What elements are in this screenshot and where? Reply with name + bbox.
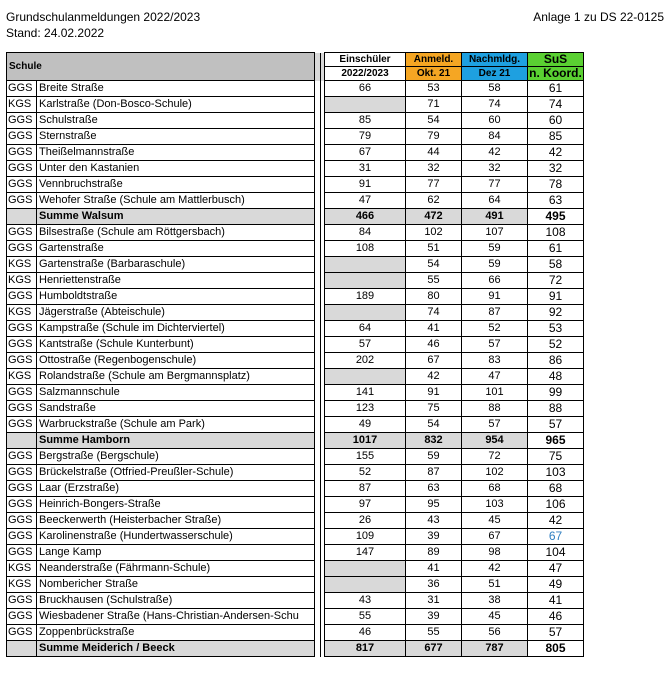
school-name-cell: Henriettenstraße (37, 273, 315, 289)
table-row (7, 321, 584, 337)
table-row (7, 609, 584, 625)
school-name-cell: Sandstraße (37, 401, 315, 417)
sus-cell: 92 (528, 305, 584, 321)
einschueler-cell: 31 (325, 161, 406, 177)
nachmeld-cell: 51 (462, 577, 528, 593)
sus-cell: 52 (528, 337, 584, 353)
nachmeld-cell: 58 (462, 81, 528, 97)
table-row (7, 193, 584, 209)
anmeld-cell: 53 (406, 81, 462, 97)
anmeld-cell: 87 (406, 465, 462, 481)
school-name-cell: Ottostraße (Regenbogenschule) (37, 353, 315, 369)
anmeld-cell: 54 (406, 113, 462, 129)
table-row (7, 625, 584, 641)
school-name-cell: Schulstraße (37, 113, 315, 129)
nachmeld-cell: 74 (462, 97, 528, 113)
table-row (7, 305, 584, 321)
einschueler-cell: 66 (325, 81, 406, 97)
nachmeld-cell: 87 (462, 305, 528, 321)
einschueler-cell: 108 (325, 241, 406, 257)
table-row (7, 385, 584, 401)
school-type-cell: GGS (7, 401, 37, 417)
sus-cell: 99 (528, 385, 584, 401)
nachmeld-cell: 98 (462, 545, 528, 561)
table-row (7, 401, 584, 417)
sus-cell: 61 (528, 241, 584, 257)
school-type-cell: GGS (7, 337, 37, 353)
einschueler-cell: 202 (325, 353, 406, 369)
anmeld-cell: 67 (406, 353, 462, 369)
school-type-cell: GGS (7, 161, 37, 177)
school-name-cell: Sternstraße (37, 129, 315, 145)
nachmeld-cell: 67 (462, 529, 528, 545)
school-name-cell: Theißelmannstraße (37, 145, 315, 161)
sus-cell: 108 (528, 225, 584, 241)
school-type-cell: GGS (7, 225, 37, 241)
school-name-cell: Nombericher Straße (37, 577, 315, 593)
table-row (7, 561, 584, 577)
school-name-cell: Lange Kamp (37, 545, 315, 561)
einschueler-cell: 79 (325, 129, 406, 145)
table-row (7, 177, 584, 193)
nachmeld-cell: 60 (462, 113, 528, 129)
table-row (7, 337, 584, 353)
nachmeld-cell: 56 (462, 625, 528, 641)
school-type-cell: GGS (7, 465, 37, 481)
nachmeld-cell: 52 (462, 321, 528, 337)
einschueler-cell: 466 (325, 209, 406, 225)
school-type-cell: GGS (7, 529, 37, 545)
sus-cell: 53 (528, 321, 584, 337)
sus-cell: 75 (528, 449, 584, 465)
school-type-cell: GGS (7, 513, 37, 529)
header-sus-bottom: n. Koord. (529, 66, 582, 80)
school-type-cell: GGS (7, 385, 37, 401)
nachmeld-cell: 57 (462, 417, 528, 433)
school-name-cell: Karlstraße (Don-Bosco-Schule) (37, 97, 315, 113)
sus-cell: 86 (528, 353, 584, 369)
header-nachmeld-top: Nachmldg. (462, 53, 528, 67)
sus-cell: 42 (528, 145, 584, 161)
school-name-cell: Kampstraße (Schule im Dichterviertel) (37, 321, 315, 337)
anmeld-cell: 832 (406, 433, 462, 449)
header-nachmeld-bottom: Dez 21 (462, 67, 528, 81)
school-name-cell: Beeckerwerth (Heisterbacher Straße) (37, 513, 315, 529)
school-name-cell: Rolandstraße (Schule am Bergmannsplatz) (37, 369, 315, 385)
sum-label-cell: Summe Hamborn (37, 433, 315, 449)
header-einschueler-top: Einschüler (325, 53, 406, 67)
school-type-cell: GGS (7, 417, 37, 433)
anmeld-cell: 79 (406, 129, 462, 145)
nachmeld-cell: 42 (462, 561, 528, 577)
einschueler-cell: 123 (325, 401, 406, 417)
nachmeld-cell: 103 (462, 497, 528, 513)
nachmeld-cell: 42 (462, 145, 528, 161)
anmeld-cell: 677 (406, 641, 462, 657)
nachmeld-cell: 84 (462, 129, 528, 145)
annex-label: Anlage 1 zu DS 22-0125 (533, 10, 664, 24)
sus-cell: 58 (528, 257, 584, 273)
einschueler-cell: 49 (325, 417, 406, 433)
einschueler-cell: 155 (325, 449, 406, 465)
registration-table (6, 52, 584, 657)
nachmeld-cell: 88 (462, 401, 528, 417)
sus-cell: 805 (528, 641, 584, 657)
sus-cell: 965 (528, 433, 584, 449)
einschueler-cell: 84 (325, 225, 406, 241)
einschueler-cell: 109 (325, 529, 406, 545)
anmeld-cell: 41 (406, 321, 462, 337)
einschueler-cell: 64 (325, 321, 406, 337)
anmeld-cell: 42 (406, 369, 462, 385)
school-name-cell: Brückelstraße (Otfried-Preußler-Schule) (37, 465, 315, 481)
einschueler-cell: 43 (325, 593, 406, 609)
einschueler-cell: 67 (325, 145, 406, 161)
sus-cell: 91 (528, 289, 584, 305)
school-name-cell: Salzmannschule (37, 385, 315, 401)
school-type-cell: GGS (7, 145, 37, 161)
table-row (7, 113, 584, 129)
table-row (7, 225, 584, 241)
anmeld-cell: 54 (406, 257, 462, 273)
einschueler-cell: 47 (325, 193, 406, 209)
sus-cell: 46 (528, 609, 584, 625)
table-row (7, 417, 584, 433)
einschueler-cell: 97 (325, 497, 406, 513)
einschueler-cell: 817 (325, 641, 406, 657)
table-row (7, 257, 584, 273)
table-row (7, 497, 584, 513)
header-sus-top: SuS (528, 53, 584, 67)
school-name-cell: Laar (Erzstraße) (37, 481, 315, 497)
anmeld-cell: 74 (406, 305, 462, 321)
school-type-cell: GGS (7, 625, 37, 641)
school-name-cell: Wiesbadener Straße (Hans-Christian-Andersen-Schu (37, 609, 315, 625)
nachmeld-cell: 45 (462, 609, 528, 625)
anmeld-cell: 75 (406, 401, 462, 417)
anmeld-cell: 39 (406, 529, 462, 545)
school-type-cell: KGS (7, 577, 37, 593)
school-type-cell: KGS (7, 305, 37, 321)
anmeld-cell: 54 (406, 417, 462, 433)
table-row (7, 81, 584, 97)
nachmeld-cell: 72 (462, 449, 528, 465)
school-name-cell: Gartenstraße (Barbaraschule) (37, 257, 315, 273)
einschueler-cell (325, 97, 406, 113)
school-name-cell: Wehofer Straße (Schule am Mattlerbusch) (37, 193, 315, 209)
einschueler-cell (325, 577, 406, 593)
einschueler-cell: 26 (325, 513, 406, 529)
sus-cell: 41 (528, 593, 584, 609)
anmeld-cell: 46 (406, 337, 462, 353)
anmeld-cell: 71 (406, 97, 462, 113)
nachmeld-cell: 59 (462, 241, 528, 257)
einschueler-cell: 91 (325, 177, 406, 193)
sus-cell: 57 (528, 417, 584, 433)
sus-cell: 78 (528, 177, 584, 193)
school-type-cell: KGS (7, 257, 37, 273)
school-type-cell: KGS (7, 561, 37, 577)
sus-cell: 74 (528, 97, 584, 113)
einschueler-cell (325, 257, 406, 273)
table-row (7, 449, 584, 465)
einschueler-cell: 55 (325, 609, 406, 625)
header-anmeld-top: Anmeld. (406, 53, 462, 67)
table-row (7, 97, 584, 113)
school-name-cell: Neanderstraße (Fährmann-Schule) (37, 561, 315, 577)
nachmeld-cell: 66 (462, 273, 528, 289)
sus-cell: 103 (528, 465, 584, 481)
table-body (7, 81, 584, 657)
anmeld-cell: 32 (406, 161, 462, 177)
sus-cell: 106 (528, 497, 584, 513)
header-schule: Schule (7, 53, 315, 81)
nachmeld-cell: 47 (462, 369, 528, 385)
school-type-cell: GGS (7, 593, 37, 609)
nachmeld-cell: 107 (462, 225, 528, 241)
school-type-cell: GGS (7, 321, 37, 337)
school-name-cell: Zoppenbrückstraße (37, 625, 315, 641)
school-type-cell: GGS (7, 81, 37, 97)
school-name-cell: Bergstraße (Bergschule) (37, 449, 315, 465)
anmeld-cell: 63 (406, 481, 462, 497)
school-type-cell: GGS (7, 545, 37, 561)
anmeld-cell: 31 (406, 593, 462, 609)
school-type-cell: GGS (7, 113, 37, 129)
einschueler-cell: 85 (325, 113, 406, 129)
sus-cell: 61 (528, 81, 584, 97)
table-row (7, 289, 584, 305)
school-type-cell: GGS (7, 177, 37, 193)
nachmeld-cell: 101 (462, 385, 528, 401)
school-name-cell: Jägerstraße (Abteischule) (37, 305, 315, 321)
school-type-cell: KGS (7, 369, 37, 385)
school-name-cell: Vennbruchstraße (37, 177, 315, 193)
anmeld-cell: 80 (406, 289, 462, 305)
einschueler-cell: 52 (325, 465, 406, 481)
nachmeld-cell: 38 (462, 593, 528, 609)
school-name-cell: Kantstraße (Schule Kunterbunt) (37, 337, 315, 353)
table-row (7, 129, 584, 145)
nachmeld-cell: 68 (462, 481, 528, 497)
anmeld-cell: 102 (406, 225, 462, 241)
nachmeld-cell: 102 (462, 465, 528, 481)
einschueler-cell (325, 273, 406, 289)
anmeld-cell: 41 (406, 561, 462, 577)
header-einschueler-bottom: 2022/2023 (325, 67, 406, 81)
sus-cell: 32 (528, 161, 584, 177)
anmeld-cell: 91 (406, 385, 462, 401)
school-type-cell: GGS (7, 353, 37, 369)
anmeld-cell: 51 (406, 241, 462, 257)
anmeld-cell: 43 (406, 513, 462, 529)
school-type-cell: GGS (7, 481, 37, 497)
nachmeld-cell: 32 (462, 161, 528, 177)
sus-cell: 72 (528, 273, 584, 289)
einschueler-cell: 57 (325, 337, 406, 353)
anmeld-cell: 44 (406, 145, 462, 161)
anmeld-cell: 39 (406, 609, 462, 625)
einschueler-cell: 1017 (325, 433, 406, 449)
anmeld-cell: 55 (406, 625, 462, 641)
einschueler-cell (325, 561, 406, 577)
anmeld-cell: 36 (406, 577, 462, 593)
table-row (7, 593, 584, 609)
anmeld-cell: 89 (406, 545, 462, 561)
school-name-cell: Heinrich-Bongers-Straße (37, 497, 315, 513)
table-row (7, 145, 584, 161)
table-row (7, 577, 584, 593)
nachmeld-cell: 954 (462, 433, 528, 449)
table-row (7, 481, 584, 497)
summary-row (7, 641, 584, 657)
einschueler-cell: 189 (325, 289, 406, 305)
einschueler-cell: 147 (325, 545, 406, 561)
summary-row (7, 433, 584, 449)
sum-label-cell: Summe Meiderich / Beeck (37, 641, 315, 657)
table-header (7, 53, 584, 81)
einschueler-cell (325, 305, 406, 321)
sus-cell: 68 (528, 481, 584, 497)
school-type-cell: GGS (7, 241, 37, 257)
sus-cell: 48 (528, 369, 584, 385)
table-row (7, 241, 584, 257)
sus-cell: 60 (528, 113, 584, 129)
einschueler-cell: 46 (325, 625, 406, 641)
einschueler-cell (325, 369, 406, 385)
einschueler-cell: 87 (325, 481, 406, 497)
sus-cell: 57 (528, 625, 584, 641)
sus-cell: 42 (528, 513, 584, 529)
sum-label-cell: Summe Walsum (37, 209, 315, 225)
document-date: Stand: 24.02.2022 (6, 26, 105, 40)
table-row (7, 545, 584, 561)
school-type-cell: GGS (7, 449, 37, 465)
table-row (7, 529, 584, 545)
nachmeld-cell: 77 (462, 177, 528, 193)
school-name-cell: Breite Straße (37, 81, 315, 97)
sus-cell: 63 (528, 193, 584, 209)
school-name-cell: Warbruckstraße (Schule am Park) (37, 417, 315, 433)
school-type-cell: GGS (7, 289, 37, 305)
anmeld-cell: 59 (406, 449, 462, 465)
school-type-cell: KGS (7, 273, 37, 289)
anmeld-cell: 55 (406, 273, 462, 289)
nachmeld-cell: 491 (462, 209, 528, 225)
sus-cell: 495 (528, 209, 584, 225)
school-type-cell: GGS (7, 609, 37, 625)
school-type-cell: KGS (7, 97, 37, 113)
summary-row (7, 209, 584, 225)
nachmeld-cell: 59 (462, 257, 528, 273)
school-name-cell: Humboldtstraße (37, 289, 315, 305)
school-name-cell: Gartenstraße (37, 241, 315, 257)
sus-cell: 85 (528, 129, 584, 145)
document-title: Grundschulanmeldungen 2022/2023 (6, 10, 201, 24)
sus-cell: 67 (528, 529, 584, 545)
nachmeld-cell: 787 (462, 641, 528, 657)
table-row (7, 273, 584, 289)
school-name-cell: Bilsestraße (Schule am Röttgersbach) (37, 225, 315, 241)
sus-cell: 104 (528, 545, 584, 561)
nachmeld-cell: 83 (462, 353, 528, 369)
table-row (7, 161, 584, 177)
einschueler-cell: 141 (325, 385, 406, 401)
anmeld-cell: 472 (406, 209, 462, 225)
document-header-left (6, 9, 200, 41)
sus-cell: 49 (528, 577, 584, 593)
school-type-cell: GGS (7, 497, 37, 513)
school-type-cell: GGS (7, 193, 37, 209)
sum-type-cell (7, 641, 37, 657)
nachmeld-cell: 64 (462, 193, 528, 209)
school-name-cell: Bruckhausen (Schulstraße) (37, 593, 315, 609)
anmeld-cell: 62 (406, 193, 462, 209)
school-name-cell: Karolinenstraße (Hundertwasserschule) (37, 529, 315, 545)
header-anmeld-bottom: Okt. 21 (406, 67, 462, 81)
sus-cell: 88 (528, 401, 584, 417)
school-name-cell: Unter den Kastanien (37, 161, 315, 177)
table-row (7, 353, 584, 369)
nachmeld-cell: 91 (462, 289, 528, 305)
table-row (7, 465, 584, 481)
anmeld-cell: 77 (406, 177, 462, 193)
sus-cell: 47 (528, 561, 584, 577)
nachmeld-cell: 45 (462, 513, 528, 529)
sum-type-cell (7, 433, 37, 449)
sum-type-cell (7, 209, 37, 225)
anmeld-cell: 95 (406, 497, 462, 513)
table-row (7, 369, 584, 385)
school-type-cell: GGS (7, 129, 37, 145)
nachmeld-cell: 57 (462, 337, 528, 353)
table-row (7, 513, 584, 529)
